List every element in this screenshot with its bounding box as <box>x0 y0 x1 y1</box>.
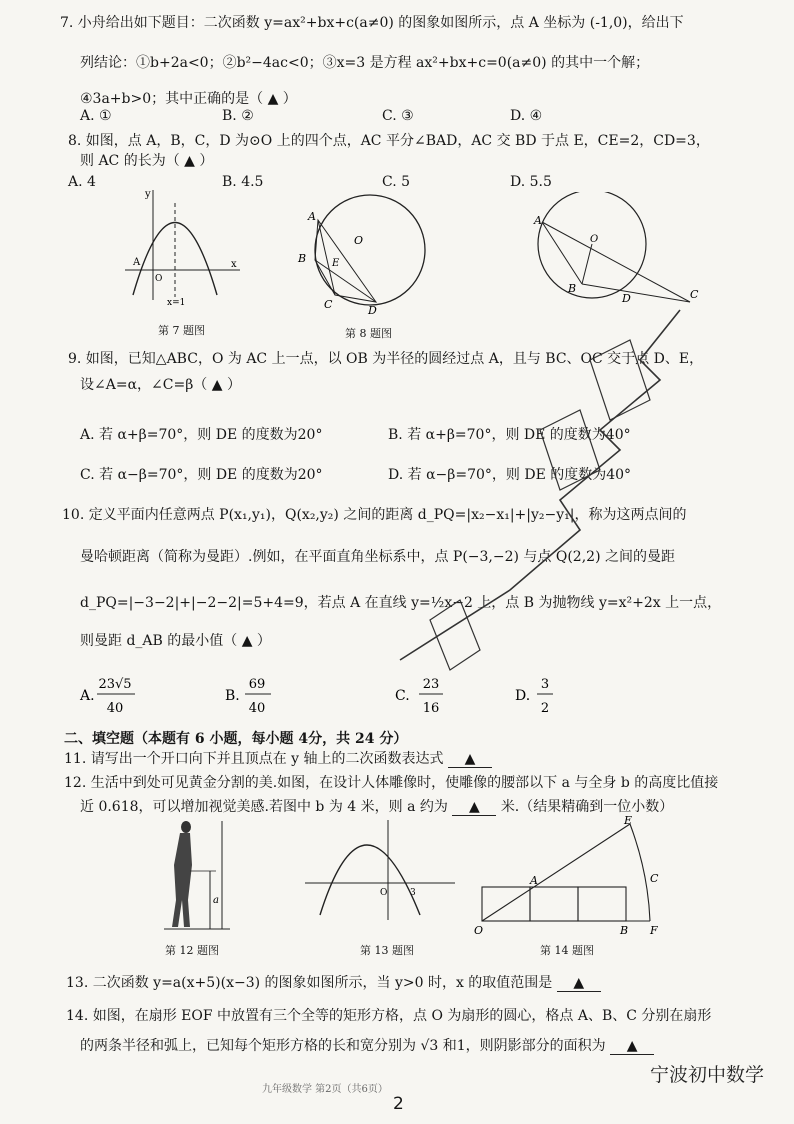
svg-text:A.: A. <box>80 688 95 704</box>
watermark: 宁波初中数学 <box>649 1064 764 1086</box>
q10-line4: 则曼距 d_AB 的最小值（ ▲ ） <box>80 633 271 649</box>
figure-14-sector <box>470 812 680 937</box>
svg-text:23√5: 23√5 <box>98 677 132 692</box>
q10-option-b <box>225 677 271 716</box>
fig13-label-o: O <box>380 888 388 898</box>
svg-text:40: 40 <box>248 701 266 716</box>
q10-line1: 10. 定义平面内任意两点 P(x₁,y₁)，Q(x₂,y₂) 之间的距离 d_PQ=|x₂−x₁|+|y₂−y₁|，称为这两点间的 <box>62 507 687 523</box>
fig9-label-a: A <box>534 214 542 227</box>
figure-12-statue <box>160 815 240 935</box>
svg-text:C.: C. <box>395 688 410 704</box>
fig8-label-o: O <box>354 234 364 247</box>
fig7-label-x: x <box>231 259 237 270</box>
svg-text:2: 2 <box>540 701 550 716</box>
fig8-label-a: A <box>308 210 316 223</box>
q10-option-a <box>79 677 135 716</box>
fig14-label-b: B <box>620 924 629 937</box>
q9-option-b: B. 若 α+β=70°，则 DE 的度数为40° <box>388 427 631 443</box>
fig9-label-c: C <box>690 288 699 301</box>
fig13-label-3: 3 <box>410 888 416 898</box>
figure-8-caption: 第 8 题图 <box>345 327 392 340</box>
fig8-label-b: B <box>298 252 307 265</box>
q13-answer-blank[interactable]: ▲ <box>557 975 601 992</box>
figure-7-parabola <box>115 185 245 305</box>
q14-line1: 14. 如图，在扇形 EOF 中放置有三个全等的矩形方格，点 O 为扇形的圆心，格点 A、B、C 分别在扇形 <box>66 1008 712 1024</box>
q8-option-d: D. 5.5 <box>510 174 552 190</box>
figure-7-caption: 第 7 题图 <box>158 324 205 337</box>
page-footer: 九年级数学 第2页（共6页） <box>262 1084 388 1095</box>
q11-answer-blank[interactable]: ▲ <box>448 751 492 768</box>
svg-text:16: 16 <box>422 701 440 716</box>
q14-text: 的两条半径和弧上，已知每个矩形方格的长和宽分别为 √3 和1，则阴影部分的面积为 <box>80 1038 606 1054</box>
q12-unit: 米.（结果精确到一位小数） <box>500 799 674 815</box>
fig14-label-e: E <box>624 814 633 827</box>
figure-9-circle <box>530 192 705 312</box>
section-2-title: 二、填空题（本题有 6 小题，每小题 4分，共 24 分） <box>64 731 408 747</box>
fig8-label-e: E <box>332 258 340 269</box>
figure-14-caption: 第 14 题图 <box>540 944 594 957</box>
q13-text: 13. 二次函数 y=a(x+5)(x−3) 的图象如图所示，当 y>0 时，x 的取值范围是 <box>66 975 553 991</box>
q7-line1: 7. 小舟给出如下题目：二次函数 y=ax²+bx+c(a≠0) 的图象如图所示，点 A 坐标为 (-1,0)，给出下 <box>60 15 684 31</box>
q11-text: 11. 请写出一个开口向下并且顶点在 y 轴上的二次函数表达式 <box>64 751 444 767</box>
fig9-label-d: D <box>622 292 631 305</box>
svg-text:D.: D. <box>515 688 531 704</box>
q14-answer-blank[interactable]: ▲ <box>610 1038 654 1055</box>
q7-line3: ④3a+b>0；其中正确的是（ ▲ ） <box>80 91 297 107</box>
q11-line <box>64 748 492 768</box>
q8-option-c: C. 5 <box>382 174 411 190</box>
q7-option-b: B. ② <box>222 108 254 124</box>
svg-text:69: 69 <box>248 677 266 692</box>
q10-line2: 曼哈顿距离（简称为曼距）.例如，在平面直角坐标系中，点 P(−3,−2) 与点 Q(2,2) 之间的曼距 <box>80 549 675 565</box>
q8-option-a: A. 4 <box>68 174 96 190</box>
q14-line2 <box>80 1035 654 1055</box>
fig9-label-b: B <box>568 282 577 295</box>
q7-option-a: A. ① <box>80 108 112 124</box>
q12-line1: 12. 生活中到处可见黄金分割的美.如图，在设计人体雕像时，使雕像的腰部以下 a 与全身 b 的高度比值接 <box>64 775 719 791</box>
q9-option-c: C. 若 α−β=70°，则 DE 的度数为20° <box>80 467 323 483</box>
fig8-label-d: D <box>368 304 377 317</box>
fig14-label-c: C <box>650 872 659 885</box>
q8-line2: 则 AC 的长为（ ▲ ） <box>80 153 214 169</box>
q7-option-c: C. ③ <box>382 108 414 124</box>
q12-text: 近 0.618，可以增加视觉美感.若图中 b 为 4 米，则 a 约为 <box>80 799 448 815</box>
fig12-label-a: a <box>213 895 219 906</box>
q12-answer-blank[interactable]: ▲ <box>452 799 496 816</box>
fig14-label-o: O <box>474 924 484 937</box>
fig14-label-f: F <box>650 924 658 937</box>
q13-line <box>66 972 601 992</box>
fig7-label-o: O <box>155 274 163 284</box>
q7-option-d: D. ④ <box>510 108 543 124</box>
svg-text:B.: B. <box>225 688 240 704</box>
fig14-label-a: A <box>530 874 538 887</box>
q8-line1: 8. 如图，点 A，B，C，D 为⊙O 上的四个点，AC 平分∠BAD，AC 交 BD 于点 E，CE=2，CD=3， <box>68 133 710 149</box>
pen-scribble <box>340 300 700 720</box>
q9-line1: 9. 如图，已知△ABC，O 为 AC 上一点，以 OB 为半径的圆经过点 A，且与 BC、OC 交于点 D、E， <box>68 351 704 367</box>
fig9-label-o: O <box>590 234 599 245</box>
q10-line3: d_PQ=|−3−2|+|−2−2|=5+4=9，若点 A 在直线 y=½x−2 上，点 B 为抛物线 y=x²+2x 上一点， <box>80 595 722 611</box>
svg-text:40: 40 <box>106 701 124 716</box>
page-number: 2 <box>393 1094 404 1114</box>
figure-12-caption: 第 12 题图 <box>165 944 219 957</box>
svg-text:23: 23 <box>422 677 440 692</box>
svg-text:3: 3 <box>540 677 550 692</box>
figure-13-caption: 第 13 题图 <box>360 944 414 957</box>
figure-13-parabola <box>300 815 460 925</box>
q9-option-a: A. 若 α+β=70°，则 DE 的度数为20° <box>80 427 323 443</box>
q8-option-b: B. 4.5 <box>222 174 264 190</box>
q9-option-d: D. 若 α−β=70°，则 DE 的度数为40° <box>388 467 632 483</box>
fig7-label-axis: x=1 <box>167 298 186 305</box>
q7-line2: 列结论：①b+2a<0；②b²−4ac<0；③x=3 是方程 ax²+bx+c=0(a≠0) 的其中一个解； <box>80 55 650 71</box>
q9-line2: 设∠A=α，∠C=β（ ▲ ） <box>80 377 241 393</box>
fig7-label-y: y <box>145 189 151 200</box>
fig7-label-a: A <box>133 257 141 268</box>
fig8-label-c: C <box>324 298 333 311</box>
